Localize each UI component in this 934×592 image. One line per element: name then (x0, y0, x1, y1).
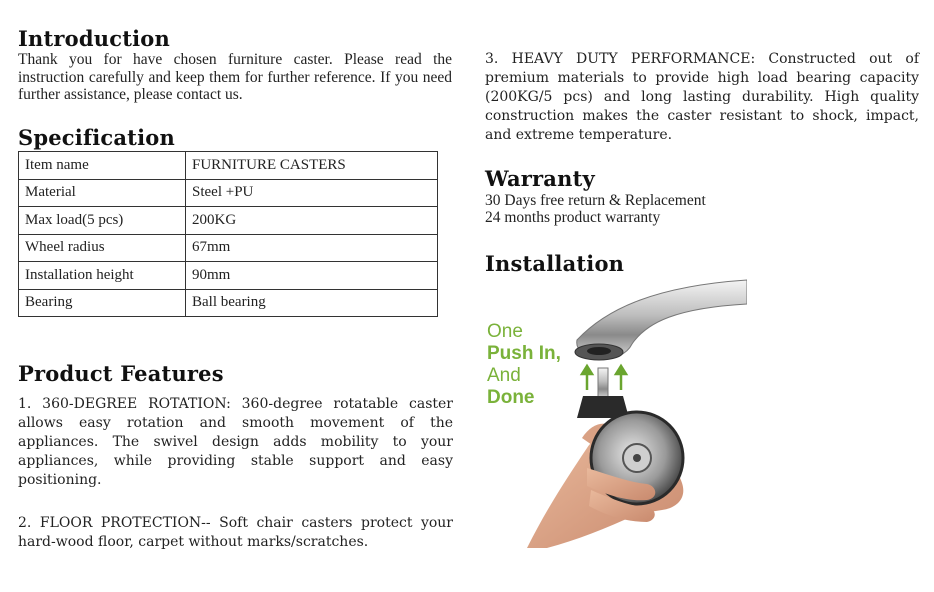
spec-value: 90mm (186, 262, 438, 290)
spec-value: Steel +PU (186, 179, 438, 207)
installation-photo (487, 278, 747, 548)
introduction-heading: Introduction (18, 26, 170, 51)
feature-heavy-duty: 3. HEAVY DUTY PERFORMANCE: Constructed out of premium materials to provide high load bearing capacity (200KG/5 pcs) and long lasting durability. High quality construction makes the caster resistant to shock, impact, and extreme temperature. (485, 51, 919, 143)
slogan-line: Done (487, 387, 535, 408)
installation-heading: Installation (485, 251, 625, 276)
warranty-heading: Warranty (485, 166, 595, 191)
spec-value: 67mm (186, 234, 438, 262)
warranty-line-1: 30 Days free return & Replacement (485, 192, 706, 209)
table-row (19, 179, 438, 207)
specification-table (18, 151, 438, 317)
table-row (19, 289, 438, 317)
installation-slogan (487, 321, 561, 409)
specification-heading: Specification (18, 125, 175, 150)
slogan-line: And (487, 365, 521, 386)
spec-key: Item name (19, 152, 186, 180)
spec-key: Bearing (19, 289, 186, 317)
spec-value: 200KG (186, 207, 438, 235)
table-row (19, 152, 438, 180)
spec-key: Installation height (19, 262, 186, 290)
table-row (19, 262, 438, 290)
table-row (19, 234, 438, 262)
warranty-line-2: 24 months product warranty (485, 209, 661, 226)
spec-key: Max load(5 pcs) (19, 207, 186, 235)
spec-key: Material (19, 179, 186, 207)
product-features-heading: Product Features (18, 361, 224, 386)
introduction-text: Thank you for have chosen furniture caster. Please read the instruction carefully and keep them for further reference. If you need further assistance, please contact us. (18, 51, 452, 103)
slogan-line: One (487, 321, 523, 342)
slogan-line: Push In, (487, 343, 561, 364)
spec-value: Ball bearing (186, 289, 438, 317)
table-row (19, 207, 438, 235)
spec-key: Wheel radius (19, 234, 186, 262)
feature-floor-protection: 2. FLOOR PROTECTION-- Soft chair casters protect your hard-wood floor, carpet without marks/scratches. (18, 515, 453, 550)
feature-rotation: 1. 360-DEGREE ROTATION: 360-degree rotatable caster allows easy rotation and smooth movement of the appliances. The swivel design adds mobility to your appliances, while providing stable support and easy positioning. (18, 396, 453, 488)
spec-value: FURNITURE CASTERS (186, 152, 438, 180)
